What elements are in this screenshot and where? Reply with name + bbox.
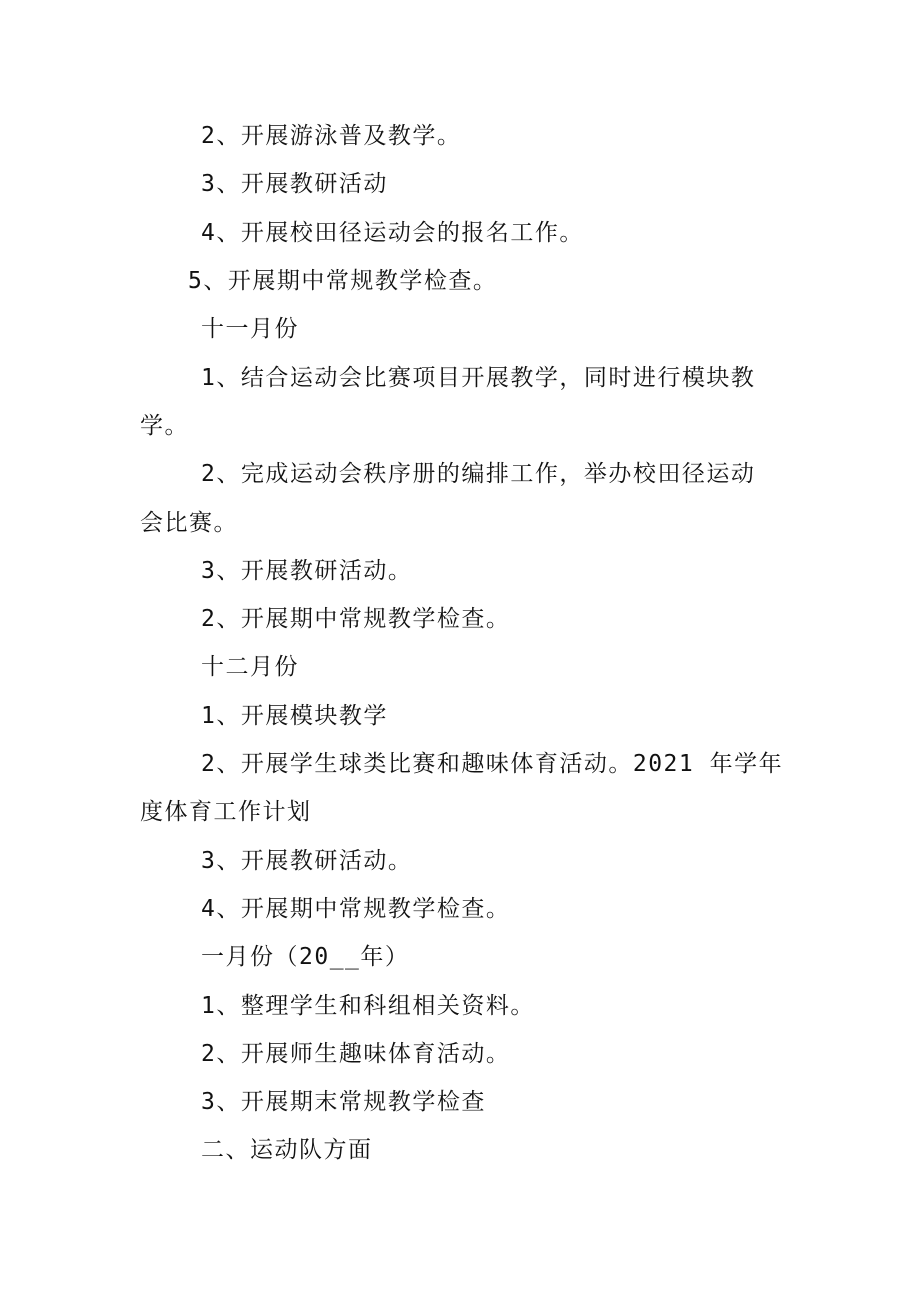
heading-december: 十二月份 bbox=[201, 654, 299, 680]
list-item-ball-games: 2、开展学生球类比赛和趣味体育活动。2021 年学年 bbox=[201, 751, 784, 777]
list-item-sports-teaching-cont: 学。 bbox=[140, 413, 189, 439]
list-item-midterm-dec: 4、开展期中常规教学检查。 bbox=[201, 896, 511, 922]
list-item-swimming: 2、开展游泳普及教学。 bbox=[201, 123, 462, 149]
list-item-organize-data: 1、整理学生和科组相关资料。 bbox=[201, 993, 535, 1019]
heading-january: 一月份（20__年） bbox=[201, 944, 410, 970]
list-item-teacher-student-activities: 2、开展师生趣味体育活动。 bbox=[201, 1041, 511, 1067]
section-heading-sports-team: 二、运动队方面 bbox=[201, 1137, 373, 1163]
list-item-final-check: 3、开展期末常规教学检查 bbox=[201, 1089, 486, 1115]
list-item-research: 3、开展教研活动 bbox=[201, 171, 388, 197]
list-item-research-dec: 3、开展教研活动。 bbox=[201, 848, 413, 874]
list-item-ball-games-cont: 度体育工作计划 bbox=[140, 799, 312, 825]
list-item-module-teaching: 1、开展模块教学 bbox=[201, 703, 388, 729]
list-item-program-book: 2、完成运动会秩序册的编排工作，举办校田径运动 bbox=[201, 461, 756, 487]
list-item-program-book-cont: 会比赛。 bbox=[140, 510, 238, 536]
list-item-research-nov: 3、开展教研活动。 bbox=[201, 558, 413, 584]
list-item-track-signup: 4、开展校田径运动会的报名工作。 bbox=[201, 220, 584, 246]
list-item-sports-teaching: 1、结合运动会比赛项目开展教学，同时进行模块教 bbox=[201, 365, 756, 391]
list-item-midterm-nov: 2、开展期中常规教学检查。 bbox=[201, 606, 511, 632]
list-item-midterm-check: 5、开展期中常规教学检查。 bbox=[188, 268, 498, 294]
heading-november: 十一月份 bbox=[201, 316, 299, 342]
